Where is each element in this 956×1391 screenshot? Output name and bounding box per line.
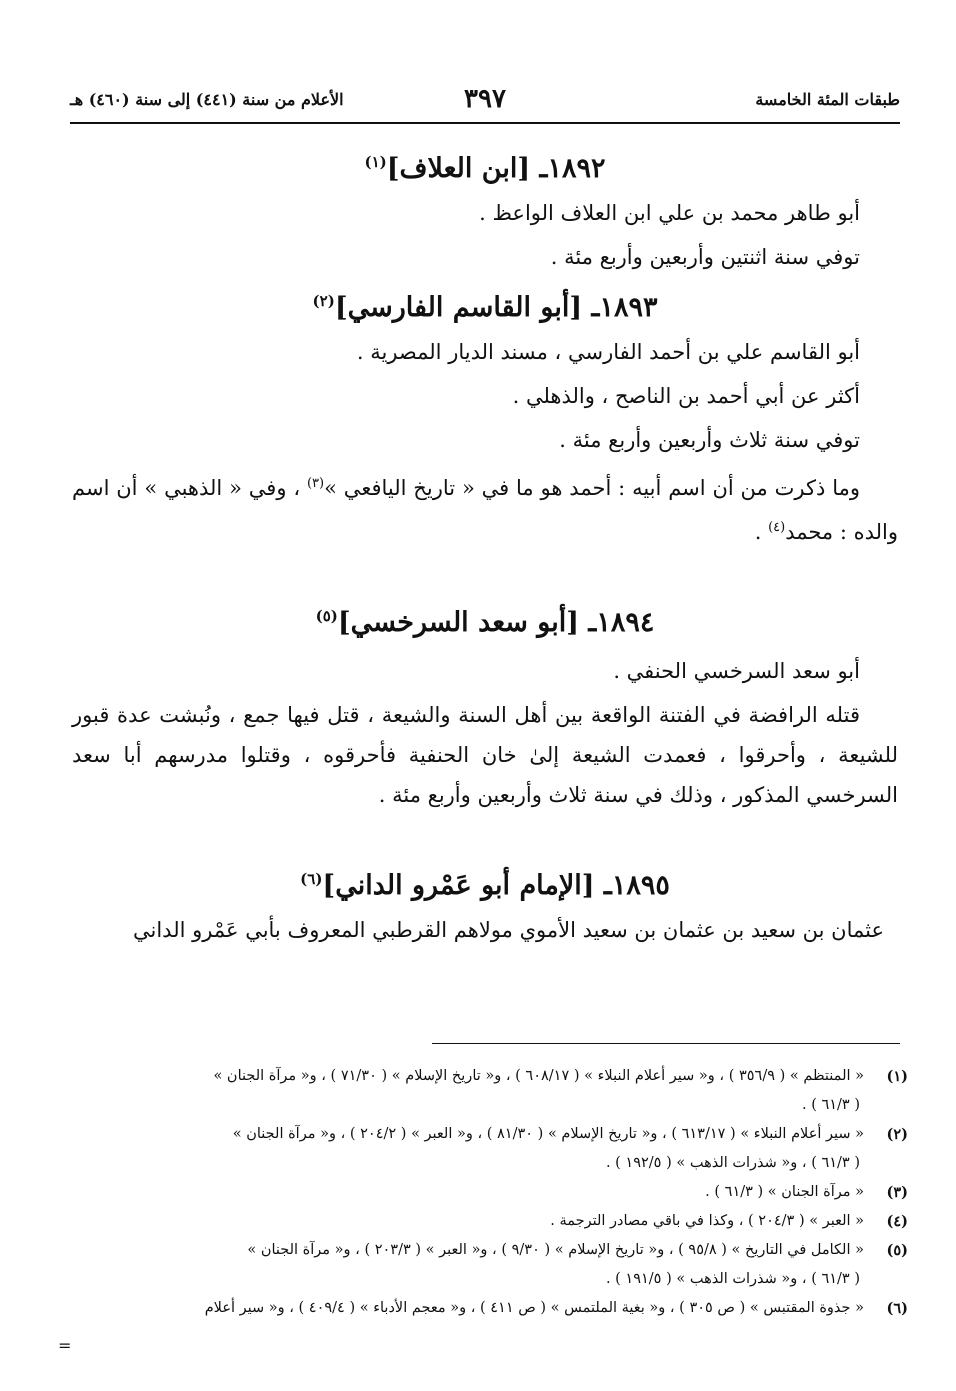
entry-paragraph: توفي سنة ثلاث وأربعين وأربع مئة . <box>559 428 860 452</box>
entry-paragraph: أبو سعد السرخسي الحنفي . <box>613 659 860 683</box>
footnote-number: (٥) <box>886 1242 908 1259</box>
footnote-divider <box>432 1043 900 1044</box>
footnote-line: « مرآة الجنان » ( ٦١/٣ ) . <box>705 1184 864 1200</box>
footnote-5 <box>72 1236 908 1294</box>
footnote-line: « جذوة المقتبس » ( ص ٣٠٥ ) ، و« بغية الملتمس » ( ص ٤١١ ) ، و« معجم الأدباء » ( ٤٠٩/٤ ) ، و« سير أعلام <box>204 1300 864 1316</box>
footnote-ref: (٥) <box>315 607 338 625</box>
footnote-line: ( ٦١/٣ ) ، و« شذرات الذهب » ( ١٩٢/٥ ) . <box>605 1155 860 1171</box>
page-body <box>72 138 898 950</box>
header-divider <box>70 122 900 124</box>
footnote-number: (٦) <box>886 1300 908 1317</box>
footnote-3 <box>72 1178 908 1207</box>
footnote-line: « سير أعلام النبلاء » ( ٦١٣/١٧ ) ، و« تاريخ الإسلام » ( ٨١/٣٠ ) ، و« العبر » ( ٢٠٤/٢ ) ، و« مرآة الجنان » <box>232 1126 864 1142</box>
entry-paragraph: عثمان بن سعيد بن عثمان بن سعيد الأموي مولاهم القرطبي المعروف بأبي عَمْرو الداني <box>133 918 884 942</box>
header-volume-range: الأعلام من سنة (٤٤١) إلى سنة (٤٦٠) هـ <box>70 90 344 109</box>
entry-paragraph: أبو القاسم علي بن أحمد الفارسي ، مسند الديار المصرية . <box>356 340 860 364</box>
footnote-4 <box>72 1207 908 1236</box>
footnote-line: ( ٦١/٣ ) ، و« شذرات الذهب » ( ١٩١/٥ ) . <box>605 1271 860 1287</box>
footnote-line: ( ٦١/٣ ) . <box>801 1097 860 1113</box>
footnote-ref: (٦) <box>300 870 323 888</box>
footnotes <box>72 1062 908 1323</box>
continuation-mark: = <box>58 1336 72 1355</box>
footnote-ref: (١) <box>364 153 387 171</box>
entry-paragraph: أكثر عن أبي أحمد بن الناصح ، والذهلي . <box>512 384 860 408</box>
footnote-ref: (٣) <box>306 476 325 491</box>
footnote-line: « العبر » ( ٢٠٤/٣ ) ، وكذا في باقي مصادر الترجمة . <box>550 1213 864 1229</box>
footnote-2 <box>72 1120 908 1178</box>
footnote-number: (٢) <box>886 1126 908 1143</box>
entry-paragraph-note: وما ذكرت من أن اسم أبيه : أحمد هو ما في « تاريخ اليافعي »$^{(٣)}$ ، وفي « الذهبي » أن اسم والده : محمد$^{(٤)}$ . <box>72 476 898 544</box>
entry-paragraph: توفي سنة اثنتين وأربعين وأربع مئة . <box>550 245 860 269</box>
footnote-ref: (٢) <box>312 292 335 310</box>
page-number: ٣٩٧ <box>464 84 506 114</box>
footnote-ref: (٤) <box>768 520 786 535</box>
entry-title-1892: ١٨٩٢ـ [ابن العلاف]$^{(١)}$ <box>364 153 606 184</box>
entry-paragraph: أبو طاهر محمد بن علي ابن العلاف الواعظ . <box>479 201 860 225</box>
entry-paragraph: قتله الرافضة في الفتنة الواقعة بين أهل السنة والشيعة ، قتل فيها جمع ، ونُبشت عدة قبور للشيعة ، وأحرقوا ، فعمدت الشيعة إلىٰ خان الحنفية فأحرقوه ، وقتلوا مدرسهم أبا سعد السرخسي المذكور ، وذلك في سنة ثلاث وأربعين وأربع مئة . <box>72 703 898 807</box>
footnote-line: « المنتظم » ( ٣٥٦/٩ ) ، و« سير أعلام النبلاء » ( ٦٠٨/١٧ ) ، و« تاريخ الإسلام » ( ٧١/٣٠ ) ، و« مرآة الجنان » <box>213 1068 864 1084</box>
entry-title-1895: ١٨٩٥ـ [الإمام أبو عَمْرو الداني]$^{(٦)}$ <box>300 870 670 901</box>
footnote-number: (٤) <box>886 1213 908 1230</box>
header-section-title: طبقات المئة الخامسة <box>755 90 900 109</box>
entry-title-1894: ١٨٩٤ـ [أبو سعد السرخسي]$^{(٥)}$ <box>315 607 655 638</box>
footnote-number: (١) <box>886 1068 908 1085</box>
footnote-1 <box>72 1062 908 1120</box>
running-header <box>70 84 900 114</box>
entry-title-1893: ١٨٩٣ـ [أبو القاسم الفارسي]$^{(٢)}$ <box>312 292 658 323</box>
footnote-number: (٣) <box>886 1184 908 1201</box>
footnote-6 <box>72 1294 908 1323</box>
footnote-line: « الكامل في التاريخ » ( ٩٥/٨ ) ، و« تاريخ الإسلام » ( ٩/٣٠ ) ، و« العبر » ( ٢٠٣/٣ ) ، و« مرآة الجنان » <box>247 1242 864 1258</box>
